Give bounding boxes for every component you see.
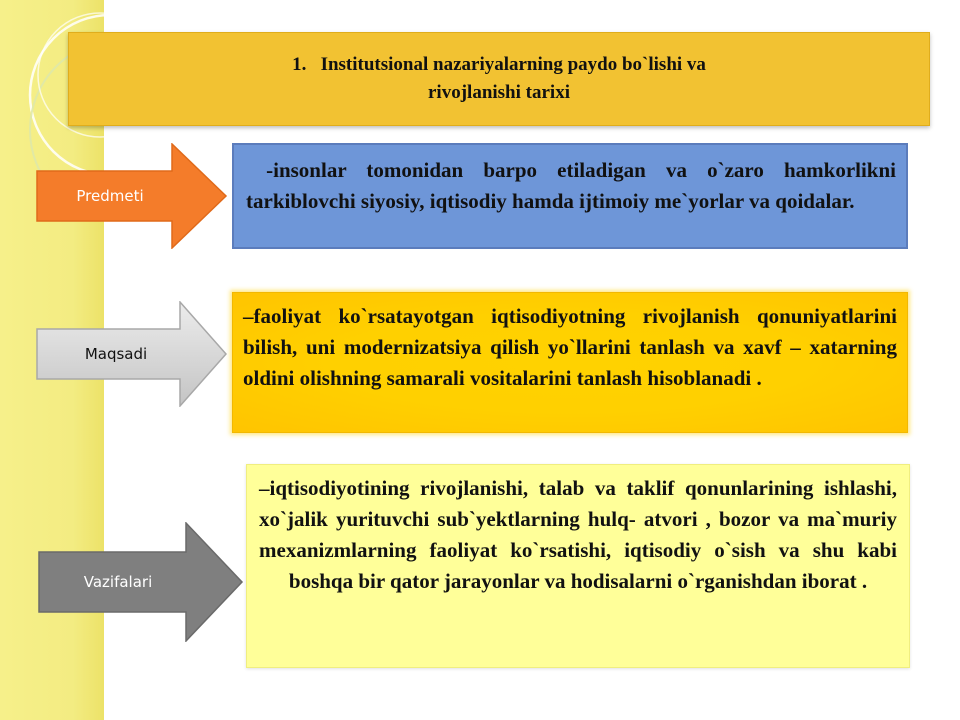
maqsadi-label: Maqsadi bbox=[84, 345, 148, 363]
predmeti-description: -insonlar tomonidan barpo etiladigan va o`zaro hamkorlikni tarkiblovchi siyosiy, iqtisodiy hamda ijtimoiy me`yorlar va qoidalar. bbox=[232, 143, 908, 249]
vazifalari-arrow bbox=[38, 522, 244, 642]
title-line-1: Institutsional nazariyalarning paydo bo`lishi va bbox=[320, 54, 706, 75]
title-line-2: rivojlanishi tarixi bbox=[428, 82, 570, 103]
predmeti-label: Predmeti bbox=[76, 187, 144, 205]
title-number: 1. bbox=[292, 54, 307, 75]
maqsadi-arrow bbox=[36, 301, 228, 407]
vazifalari-description: –iqtisodiyotining rivojlanishi, talab va taklif qonunlarining ishlashi, xo`jalik yurituvchi sub`yektlarning hulq- atvori , bozor va ma`muriy mexanizmlarning faoliyat ko`rsatishi, iqtisodiy o`sish va shu kabi boshqa bir qator jarayonlar va hodisalarni o`rganishdan iborat . bbox=[246, 464, 910, 668]
vazifalari-label: Vazifalari bbox=[83, 573, 153, 591]
predmeti-arrow bbox=[36, 143, 228, 249]
maqsadi-description: –faoliyat ko`rsatayotgan iqtisodiyotning rivojlanish qonuniyatlarini bilish, uni modernizatsiya qilish yo`llarini tanlash va xavf – xatarning oldini olishning samarali vositalarini tanlash hisoblanadi . bbox=[232, 292, 908, 433]
slide-title bbox=[68, 32, 930, 126]
